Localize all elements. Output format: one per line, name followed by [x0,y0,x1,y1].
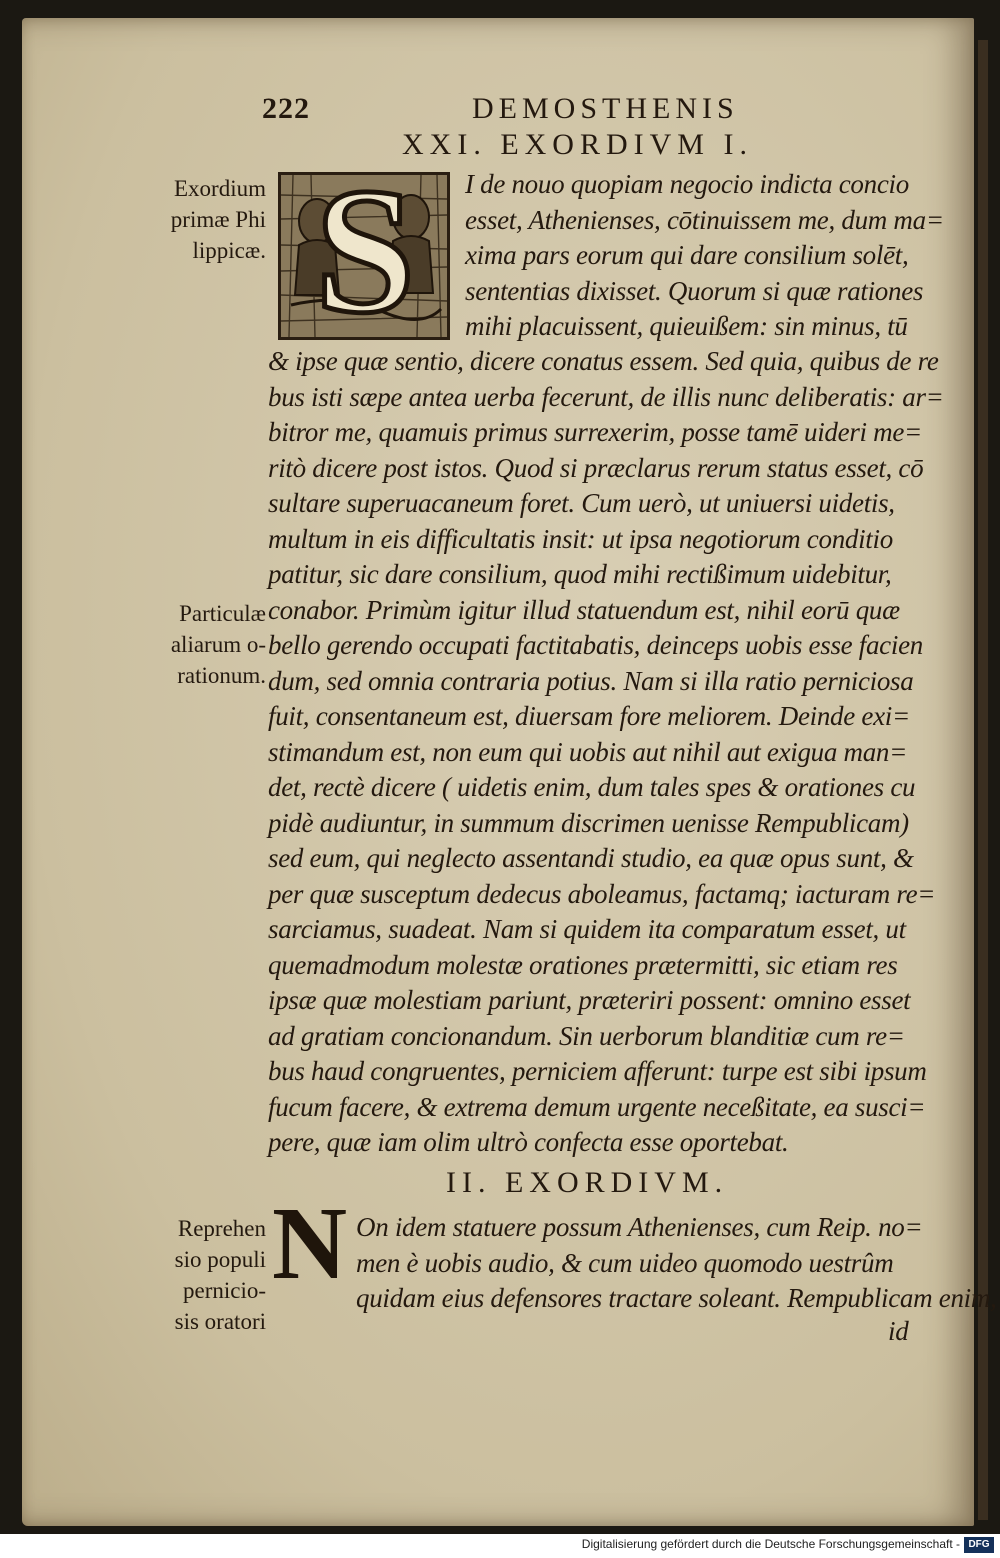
marginal-line: sio populi [174,1247,266,1272]
section-heading-1: XXI. EXORDIVM I. [402,128,753,161]
drop-cap-n: N [272,1186,348,1301]
marginal-line: Particulæ [179,601,266,626]
text-line: stimandum est, non eum qui uobis aut nihil aut exigua man= [268,736,908,767]
text-line: bello gerendo occupati factitabatis, deinceps uobis esse facien [268,630,923,660]
running-head [262,92,782,128]
footer-bar [0,1534,1000,1558]
text-line: fuit, consentaneum est, diuersam fore meliorem. Deinde exi= [268,701,910,731]
marginal-line: rationum. [177,663,266,688]
marginal-line: Exordium [174,176,266,201]
footer-credit: Digitalisierung gefördert durch die Deutsche Forschungsgemeinschaft - [581,1537,960,1551]
paragraph-lines-beside-initial [465,167,944,345]
text-line: ad gratiam concionandum. Sin uerborum blanditiæ cum re= [268,1020,905,1051]
text-line: fucum facere, & extrema demum urgente neceßitate, ea susci= [268,1091,926,1122]
text-line: esset, Athenienses, cōtinuissem me, dum ma= [465,204,944,235]
text-line: quemadmodum molestæ orationes prætermitti, sic etiam res [268,949,898,980]
text-line: patitur, sic dare consilium, quod mihi rectißimum uidebitur, [268,559,892,589]
section-heading-2: II. EXORDIVM. [446,1166,729,1199]
text-line: On idem statuere possum Athenienses, cum Reip. no= [356,1212,923,1242]
paragraph-body [268,344,944,1161]
text-line: men è uobis audio, & cum uideo quomodo uestrûm [356,1247,894,1278]
marginal-line: aliarum o- [170,632,266,657]
running-title: DEMOSTHENIS [472,92,739,125]
text-line: bus haud congruentes, perniciem afferunt: turpe est sibi ipsum [268,1056,927,1086]
marginal-line: pernicio- [182,1278,266,1303]
text-line: quidam eius defensores tractare soleant. Rempublicam enim, [356,1283,997,1313]
marginal-note-3 [110,1213,266,1337]
text-line: dum, sed omnia contraria potius. Nam si illa ratio perniciosa [268,665,914,696]
catchword: id [888,1316,909,1346]
marginal-line: sis oratori [174,1309,266,1334]
text-line: I de nouo quopiam negocio indicta concio [465,169,909,199]
text-line: ritò dicere post istos. Quod si præclarus rerum status esset, cō [268,452,924,483]
dfg-logo-icon: DFG [964,1537,994,1553]
decorated-initial-s [278,151,450,350]
text-line: sarciamus, suadeat. Nam si quidem ita comparatum esset, ut [268,914,906,944]
page-number: 222 [262,92,310,125]
text-line: ipsæ quæ molestiam pariunt, præteriri possent: omnino esset [268,985,911,1015]
text-line: & ipse quæ sentio, dicere conatus essem. Sed quia, quibus de re [268,346,939,376]
text-line: mihi placuissent, quieuißem: sin minus, tū [465,311,908,341]
text-line: det, rectè dicere ( uidetis enim, dum tales spes & orationes cu [268,772,916,802]
text-line: pidè audiuntur, in summum discrimen uenisse Rempublicam) [268,807,909,838]
text-line: sed eum, qui neglecto assentandi studio, ea quæ opus sunt, & [268,843,914,873]
text-line: conabor. Primùm igitur illud statuendum est, nihil eorū quæ [268,594,900,625]
marginal-line: lippicæ. [192,238,266,263]
drop-cap-letter: S [315,151,416,350]
text-line: bitror me, quamuis primus surrexerim, posse tamē uideri me= [268,417,922,447]
marginal-line: Reprehen [177,1216,266,1241]
marginal-note-2 [110,598,266,691]
text-line: pere, quæ iam olim ultrò confecta esse oportebat. [268,1127,789,1157]
paragraph-section-2 [356,1210,997,1317]
text-line: multum in eis difficultatis insit: ut ipsa negotiorum conditio [268,523,893,554]
text-line: sultare superuacaneum foret. Cum uerò, ut uniuersi uidetis, [268,488,895,518]
text-line: sententias dixisset. Quorum si quæ rationes [465,275,924,306]
marginal-line: primæ Phi [170,207,266,232]
text-line: xima pars eorum qui dare consilium solēt, [465,240,909,270]
text-line: bus isti sæpe antea uerba fecerunt, de illis nunc deliberatis: ar= [268,381,944,412]
text-line: per quæ susceptum dedecus aboleamus, factamq; iacturam re= [268,878,936,909]
marginal-note-1 [110,173,266,266]
